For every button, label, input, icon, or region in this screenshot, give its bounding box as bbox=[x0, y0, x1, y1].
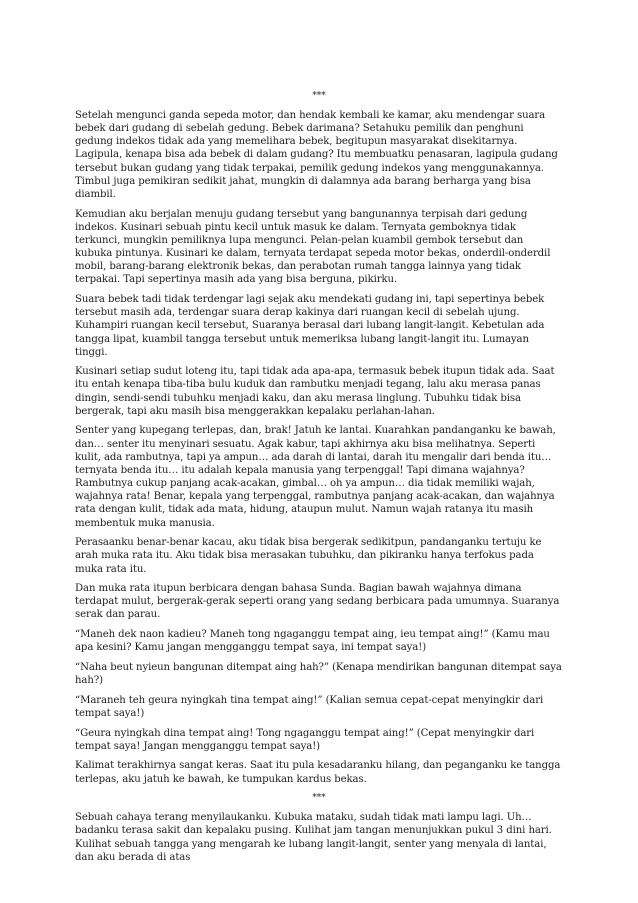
paragraph: Kalimat terakhirnya sangat keras. Saat itu pula kesadaranku hilang, dan peganganku ke tangga terlepas, aku jatuh ke bawah, ke tumpukan kardus bekas. bbox=[75, 760, 561, 785]
paragraph: Senter yang kupegang terlepas, dan, brak! Jatuh ke lantai. Kuarahkan pandanganku ke bawah, dan… senter itu menyinari sesuatu. Agak kabur, tapi akhirnya aku bisa melihatnya. Seperti kulit, ada rambutnya, tapi ya ampun… ada darah di lantai, darah itu mengalir dari benda itu… ternyata benda itu… itu adalah kepala manusia yang terpenggal! Tapi dimana wajahnya? Rambutnya cukup panjang acak-acakan, gimbal… oh ya ampun… dia tidak memiliki wajah, wajahnya rata! Benar, kepala yang terpenggal, rambutnya panjang acak-acakan, dan wajahnya rata dengan kulit, tidak ada mata, hidung, ataupun mulut. Namun wajah ratanya itu masih membentuk muka manusia. bbox=[75, 425, 556, 529]
paragraph: Kemudian aku berjalan menuju gudang tersebut yang bangunannya terpisah dari gedung indekos. Kusinari sebuah pintu kecil untuk masuk ke dalam. Ternyata gemboknya tidak terkunci, mungkin pemiliknya lupa mengunci. Pelan-pelan kuambil gembok tersebut dan kubuka pintunya. Kusinari ke dalam, ternyata terdapat sepeda motor bekas, onderdil-onderdil mobil, barang-barang elektronik bekas, dan perabotan rumah tangga lainnya yang tidak terpakai. Tapi sepertinya masih ada yang bisa berguna, pikirku. bbox=[75, 208, 551, 286]
paragraph: Sebuah cahaya terang menyilaukanku. Kubuka mataku, sudah tidak mati lampu lagi. Uh… badanku terasa sakit dan kepalaku pusing. Kulihat jam tangan menunjukkan pukul 3 dini hari. Kulihat sebuah tangga yang mengarah ke lubang langit-langit, senter yang menyala di lantai, dan aku berada di atas bbox=[75, 812, 552, 863]
paragraph: Kusinari setiap sudut loteng itu, tapi tidak ada apa-apa, termasuk bebek itupun tidak ada. Saat itu entah kenapa tiba-tiba bulu kuduk dan rambutku menjadi tegang, lalu aku merasa panas dingin, sendi-sendi tubuhku menjadi kaku, dan aku merasa linglung. Tubuhku tidak bisa bergerak, tapi aku masih bisa menggerakkan kepalaku perlahan-lahan. bbox=[75, 366, 555, 417]
paragraph: Dan muka rata itupun berbicara dengan bahasa Sunda. Bagian bawah wajahnya dimana terdapat mulut, bergerak-gerak seperti orang yang sedang berbicara pada umumnya. Suaranya serak dan parau. bbox=[75, 583, 560, 621]
paragraph: Perasaanku benar-benar kacau, aku tidak bisa bergerak sedikitpun, pandanganku tertuju ke arah muka rata itu. Aku tidak bisa merasakan tubuhku, dan pikiranku hanya terfokus pada muka rata itu. bbox=[75, 537, 542, 575]
dialogue-paragraph: “Maraneh teh geura nyingkah tina tempat aing!” (Kalian semua cepat-cepat menyingkir dari tempat saya!) bbox=[75, 694, 544, 719]
document-page bbox=[75, 90, 563, 870]
paragraph: Suara bebek tadi tidak terdengar lagi sejak aku mendekati gudang ini, tapi sepertinya bebek tersebut masih ada, terdengar suara derap kakinya dari ruangan kecil di sebelah ujung. Kuhampiri ruangan kecil tersebut, Suaranya berasal dari lubang langit-langit. Kebetulan ada tangga lipat, kuambil tangga tersebut untuk memeriksa lubang langit-langit itu. Lumayan tinggi. bbox=[75, 294, 545, 358]
paragraph: Setelah mengunci ganda sepeda motor, dan hendak kembali ke kamar, aku mendengar suara bebek dari gudang di sebelah gedung. Bebek darimana? Setahuku pemilik dan penghuni gedung indekos tidak ada yang memelihara bebek, begitupun masyarakat disekitarnya. Lagipula, kenapa bisa ada bebek di dalam gudang? Itu membuatku penasaran, lagipula gudang tersebut bukan gudang yang tidak terpakai, pemilik gedung indekos yang menggunakannya. Timbul juga pemikiran sedikit jahat, mungkin di dalamnya ada barang berharga yang bisa diambil. bbox=[75, 110, 558, 200]
section-separator: *** bbox=[312, 91, 326, 101]
dialogue-paragraph: “Maneh dek naon kadieu? Maneh tong ngaganggu tempat aing, ieu tempat aing!” (Kamu mau apa kesini? Kamu jangan mengganggu tempat saya, ini tempat saya!) bbox=[75, 629, 550, 654]
dialogue-paragraph: “Geura nyingkah dina tempat aing! Tong ngaganggu tempat aing!” (Cepat menyingkir dari tempat saya! Jangan mengganggu tempat saya!) bbox=[75, 727, 535, 752]
dialogue-paragraph: “Naha beut nyieun bangunan ditempat aing hah?” (Kenapa mendirikan bangunan ditempat saya hah?) bbox=[75, 661, 562, 687]
section-separator: *** bbox=[312, 793, 326, 804]
